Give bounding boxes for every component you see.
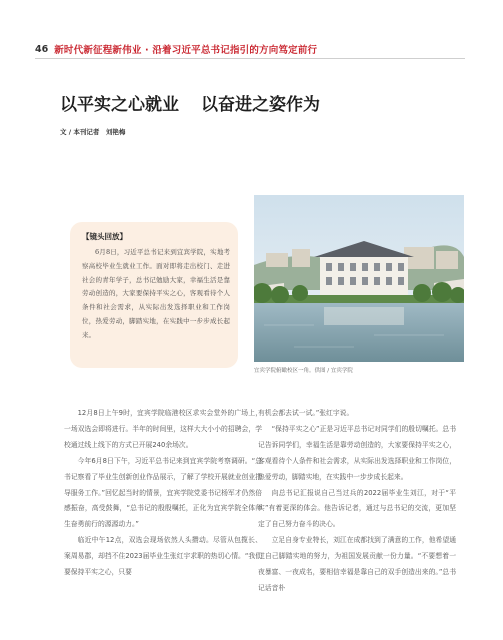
paragraph: 临近中午12点，双选会现场依然人头攒动。尽管从包揽长、案周易郡，却挡不住2023届毕业生张红宇求职的热切心情。“我们要保持平实之心，只要 <box>64 536 262 577</box>
flashback-body: 6月8日，习近平总书记来到宜宾学院，实地考察高校毕业生就业工作。面对即将走出校门、走进社会的青年学子，总书记勉励大家，幸福生活是靠劳动创造的，大家要保持平实之心，客观看待个人条件和社会需求，从实际出发选择职业和工作岗位，热爱劳动，脚踏实地，在实践中一步步成长起来。 <box>82 248 230 339</box>
paragraph: 12月8日上午9时，宜宾学院临港校区求实会堂外的广场上，一场双选会即将进行。半年的时间里，这样大大小小的招聘会，学校通过线上线下的方式已开展240余场次。 <box>64 409 262 449</box>
paragraph: “保持平实之心”正是习近平总书记对同学们的殷切嘱托。总书记告诉同学们，幸福生活是靠劳动创造的，大家要保持平实之心，客观看待个人条件和社会需求，从实际出发选择职业和工作岗位，热爱劳动，脚踏实地，在实践中一步步成长起来。 <box>258 424 456 481</box>
byline: 文 / 本刊记者 刘艳梅 <box>60 128 126 136</box>
body-column-left <box>64 406 262 581</box>
section-title: 新时代新征程新伟业 · 沿着习近平总书记指引的方向笃定前行 <box>54 45 318 56</box>
paragraph-continuation: 有机会都去试一试。”张红宇说。 <box>258 409 354 417</box>
flashback-box <box>70 222 238 368</box>
paragraph: 今年6月8日下午，习近平总书记来到宜宾学院考察调研。“总书记察看了毕业生创新创业作品展示，了解了学校开展就业创业指导服务工作。”回忆起当时的情景，宜宾学院党委书记杨军才仍然倍感振奋，高受鼓舞，“总书记的殷殷嘱托，正化为宜宾学院全体师生奋勇前行的源源动力。” <box>64 456 262 529</box>
page-number: 46 <box>35 43 49 55</box>
body-column-right <box>258 406 456 597</box>
article-title <box>60 90 320 115</box>
page-header <box>35 42 317 56</box>
paragraph: 立足自身专业特长，刘江在成都找到了满意的工作，他希望通过自己脚踏实地的努力，为祖国发展贡献一份力量。“不要想着一夜暴富、一夜成名，要相信幸福是靠自己的双手创造出来的。”总书记话音朴 <box>258 536 456 592</box>
flashback-title: 【镜头回放】 <box>82 232 127 241</box>
title-part-2: 以奋进之姿作为 <box>201 95 320 115</box>
paragraph: 向总书记汇报说自己当过兵的2022届毕业生刘江，对于“平实”有着更深的体会。他告诉记者，通过与总书记的交流，更加坚定了自己努力奋斗的决心。 <box>258 488 456 529</box>
header-divider <box>35 58 465 59</box>
photo-caption: 宜宾学院俯瞰校区一角。供图 / 宜宾学院 <box>254 368 353 374</box>
title-part-1: 以平实之心就业 <box>60 95 179 115</box>
campus-photo <box>254 195 464 362</box>
